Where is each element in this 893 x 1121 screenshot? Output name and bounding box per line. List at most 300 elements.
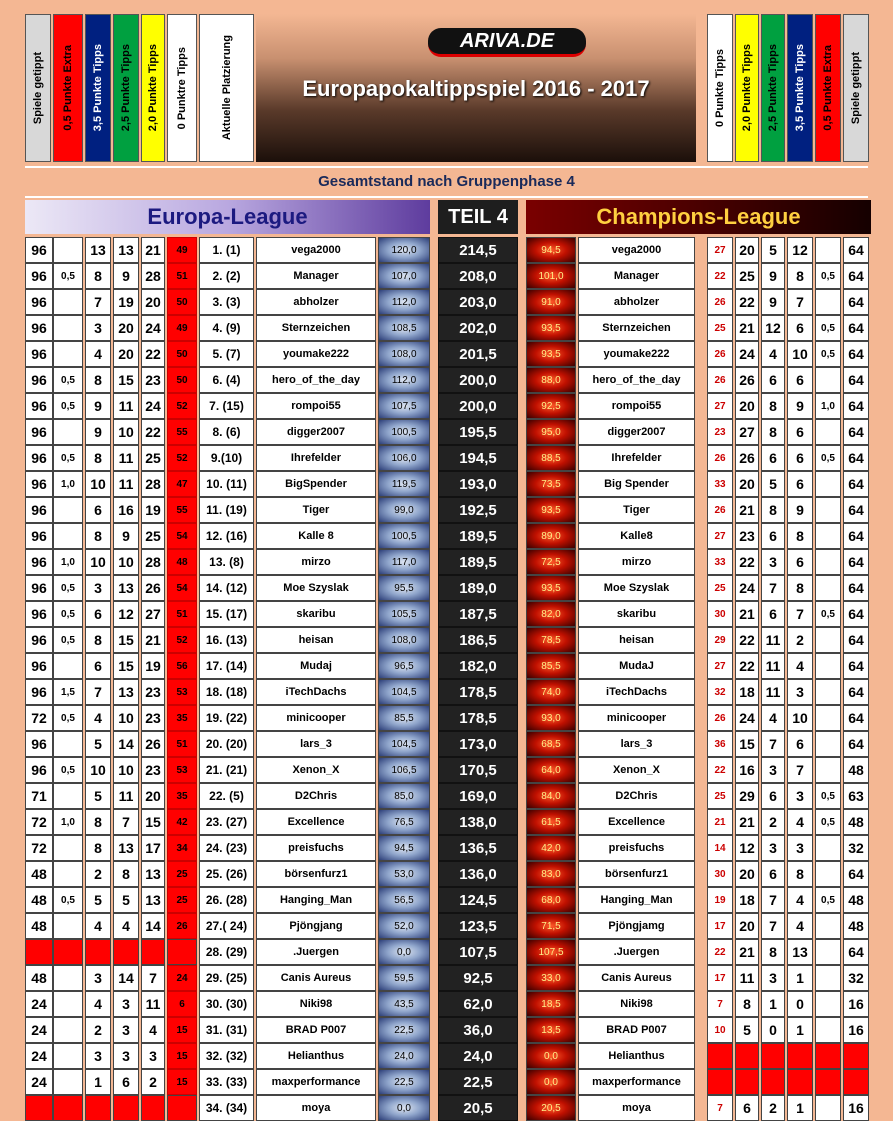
header-tips35-left: 3,5 Punkte Tipps — [85, 14, 111, 162]
cl-points: 101,0 — [526, 263, 576, 289]
cl-tips0: 29 — [707, 627, 733, 653]
el-tips20: 28 — [141, 471, 165, 497]
el-played: 96 — [25, 497, 53, 523]
cl-extra — [815, 471, 841, 497]
cl-tips0 — [707, 1069, 733, 1095]
cl-extra — [815, 913, 841, 939]
cl-played: 64 — [843, 939, 869, 965]
el-tips20: 15 — [141, 809, 165, 835]
cl-tips0: 30 — [707, 601, 733, 627]
el-tips35: 8 — [85, 835, 111, 861]
el-player-name: digger2007 — [256, 419, 376, 445]
cl-player-name: digger2007 — [578, 419, 695, 445]
total-points: 189,5 — [438, 523, 518, 549]
cl-tips35: 7 — [787, 601, 813, 627]
el-player-name: Tiger — [256, 497, 376, 523]
cl-player-name: iTechDachs — [578, 679, 695, 705]
cl-tips0: 26 — [707, 497, 733, 523]
cl-extra — [815, 497, 841, 523]
cl-tips25: 11 — [761, 627, 785, 653]
total-points: 138,0 — [438, 809, 518, 835]
cl-tips20: 12 — [735, 835, 759, 861]
cl-tips35 — [787, 1069, 813, 1095]
el-player-name: Moe Szyslak — [256, 575, 376, 601]
el-points: 106,0 — [378, 445, 430, 471]
ranking: 18. (18) — [199, 679, 254, 705]
el-tips20: 22 — [141, 419, 165, 445]
cl-player-name: vega2000 — [578, 237, 695, 263]
cl-tips0: 27 — [707, 523, 733, 549]
el-extra: 1,0 — [53, 549, 83, 575]
cl-tips20: 20 — [735, 861, 759, 887]
cl-tips25: 8 — [761, 419, 785, 445]
el-tips0: 15 — [167, 1069, 197, 1095]
ranking: 33. (33) — [199, 1069, 254, 1095]
total-points: 169,0 — [438, 783, 518, 809]
ariva-logo: ARIVA.DE — [428, 28, 586, 57]
ranking: 2. (2) — [199, 263, 254, 289]
cl-tips20: 11 — [735, 965, 759, 991]
table-row — [0, 1043, 893, 1069]
cl-tips35: 0 — [787, 991, 813, 1017]
el-points: 108,5 — [378, 315, 430, 341]
total-points: 92,5 — [438, 965, 518, 991]
cl-tips20: 22 — [735, 289, 759, 315]
el-tips0: 50 — [167, 289, 197, 315]
cl-tips35: 13 — [787, 939, 813, 965]
table-row — [0, 549, 893, 575]
cl-player-name: hero_of_the_day — [578, 367, 695, 393]
el-tips20: 20 — [141, 289, 165, 315]
table-row — [0, 445, 893, 471]
el-tips20: 21 — [141, 237, 165, 263]
cl-points: 68,5 — [526, 731, 576, 757]
cl-tips20: 25 — [735, 263, 759, 289]
cl-tips25: 2 — [761, 1095, 785, 1121]
el-played: 72 — [25, 705, 53, 731]
cl-points: 33,0 — [526, 965, 576, 991]
el-tips25: 11 — [113, 471, 139, 497]
cl-tips25: 4 — [761, 705, 785, 731]
cl-points: 20,5 — [526, 1095, 576, 1121]
el-tips0: 25 — [167, 861, 197, 887]
cl-points: 91,0 — [526, 289, 576, 315]
el-points: 104,5 — [378, 731, 430, 757]
cl-points: 85,5 — [526, 653, 576, 679]
header-extra-right: 0,5 Punkte Extra — [815, 14, 841, 162]
cl-extra: 0,5 — [815, 341, 841, 367]
cl-tips0: 26 — [707, 367, 733, 393]
cl-tips0: 26 — [707, 705, 733, 731]
el-player-name: Sternzeichen — [256, 315, 376, 341]
cl-points: 42,0 — [526, 835, 576, 861]
el-tips20: 26 — [141, 731, 165, 757]
el-player-name: Excellence — [256, 809, 376, 835]
cl-tips25 — [761, 1069, 785, 1095]
ranking: 25. (26) — [199, 861, 254, 887]
cl-tips25: 7 — [761, 913, 785, 939]
table-row — [0, 419, 893, 445]
cl-tips35: 9 — [787, 497, 813, 523]
cl-tips25: 6 — [761, 445, 785, 471]
cl-tips0: 27 — [707, 653, 733, 679]
cl-tips0: 22 — [707, 263, 733, 289]
el-points: 85,0 — [378, 783, 430, 809]
el-tips35: 4 — [85, 913, 111, 939]
cl-player-name: skaribu — [578, 601, 695, 627]
el-tips25: 3 — [113, 991, 139, 1017]
el-points: 120,0 — [378, 237, 430, 263]
el-tips0: 54 — [167, 575, 197, 601]
ranking: 17. (14) — [199, 653, 254, 679]
el-played: 48 — [25, 965, 53, 991]
el-tips0: 51 — [167, 601, 197, 627]
cl-played: 64 — [843, 575, 869, 601]
cl-extra — [815, 1043, 841, 1069]
table-row — [0, 705, 893, 731]
el-tips35: 8 — [85, 809, 111, 835]
cl-played: 64 — [843, 237, 869, 263]
cl-tips0: 26 — [707, 289, 733, 315]
ranking: 23. (27) — [199, 809, 254, 835]
el-tips20: 27 — [141, 601, 165, 627]
cl-tips20: 21 — [735, 809, 759, 835]
cl-tips35: 10 — [787, 705, 813, 731]
el-tips20: 26 — [141, 575, 165, 601]
el-tips0: 50 — [167, 367, 197, 393]
cl-tips25: 8 — [761, 497, 785, 523]
total-points: 124,5 — [438, 887, 518, 913]
cl-tips25: 8 — [761, 393, 785, 419]
cl-tips25: 6 — [761, 601, 785, 627]
table-row — [0, 627, 893, 653]
cl-tips20: 20 — [735, 913, 759, 939]
el-player-name: börsenfurz1 — [256, 861, 376, 887]
cl-points: 95,0 — [526, 419, 576, 445]
el-player-name: iTechDachs — [256, 679, 376, 705]
cl-tips35: 6 — [787, 471, 813, 497]
cl-tips0: 22 — [707, 757, 733, 783]
cl-played: 48 — [843, 913, 869, 939]
el-tips20: 22 — [141, 341, 165, 367]
el-tips25: 6 — [113, 1069, 139, 1095]
el-points: 105,5 — [378, 601, 430, 627]
cl-player-name: Tiger — [578, 497, 695, 523]
el-tips0: 55 — [167, 419, 197, 445]
cl-extra: 0,5 — [815, 445, 841, 471]
el-extra — [53, 965, 83, 991]
cl-tips20: 6 — [735, 1095, 759, 1121]
ranking: 5. (7) — [199, 341, 254, 367]
el-points: 22,5 — [378, 1069, 430, 1095]
cl-tips0: 27 — [707, 393, 733, 419]
cl-player-name: Excellence — [578, 809, 695, 835]
el-player-name: hero_of_the_day — [256, 367, 376, 393]
el-tips25: 4 — [113, 913, 139, 939]
total-points: 123,5 — [438, 913, 518, 939]
cl-points: 88,0 — [526, 367, 576, 393]
cl-tips0: 26 — [707, 341, 733, 367]
cl-points: 78,5 — [526, 627, 576, 653]
table-row — [0, 315, 893, 341]
el-tips35: 6 — [85, 497, 111, 523]
el-tips0: 42 — [167, 809, 197, 835]
el-tips25: 14 — [113, 731, 139, 757]
champions-league-header: Champions-League — [526, 200, 871, 234]
el-player-name: vega2000 — [256, 237, 376, 263]
el-tips35: 13 — [85, 237, 111, 263]
el-tips25: 3 — [113, 1043, 139, 1069]
el-tips35: 9 — [85, 393, 111, 419]
el-tips25: 11 — [113, 445, 139, 471]
el-tips0: 26 — [167, 913, 197, 939]
cl-tips35: 6 — [787, 549, 813, 575]
el-points: 52,0 — [378, 913, 430, 939]
cl-tips25: 2 — [761, 809, 785, 835]
header-played-right: Spiele getippt — [843, 14, 869, 162]
cl-points: 82,0 — [526, 601, 576, 627]
el-tips35 — [85, 939, 111, 965]
el-tips25: 11 — [113, 783, 139, 809]
el-played: 96 — [25, 419, 53, 445]
cl-player-name: BRAD P007 — [578, 1017, 695, 1043]
cl-played: 64 — [843, 419, 869, 445]
el-extra: 0,5 — [53, 757, 83, 783]
cl-tips35: 6 — [787, 315, 813, 341]
el-played: 48 — [25, 887, 53, 913]
cl-player-name: abholzer — [578, 289, 695, 315]
ranking: 15. (17) — [199, 601, 254, 627]
cl-extra — [815, 367, 841, 393]
ranking: 16. (13) — [199, 627, 254, 653]
cl-tips25: 5 — [761, 471, 785, 497]
el-played: 24 — [25, 1017, 53, 1043]
cl-extra — [815, 575, 841, 601]
ranking: 19. (22) — [199, 705, 254, 731]
table-row — [0, 913, 893, 939]
cl-tips20: 16 — [735, 757, 759, 783]
table-row — [0, 783, 893, 809]
cl-tips20: 27 — [735, 419, 759, 445]
cl-tips25: 7 — [761, 731, 785, 757]
header-tips0-left: 0 Punktre Tipps — [167, 14, 197, 162]
ranking: 7. (15) — [199, 393, 254, 419]
el-points: 99,0 — [378, 497, 430, 523]
ranking: 14. (12) — [199, 575, 254, 601]
el-player-name: maxperformance — [256, 1069, 376, 1095]
total-points: 136,0 — [438, 861, 518, 887]
el-extra — [53, 1017, 83, 1043]
cl-tips35: 1 — [787, 965, 813, 991]
cl-extra — [815, 705, 841, 731]
cl-extra — [815, 1017, 841, 1043]
cl-tips35: 4 — [787, 913, 813, 939]
ranking: 21. (21) — [199, 757, 254, 783]
cl-tips35: 3 — [787, 835, 813, 861]
cl-played: 64 — [843, 497, 869, 523]
el-player-name: preisfuchs — [256, 835, 376, 861]
cl-played: 64 — [843, 601, 869, 627]
table-row — [0, 965, 893, 991]
cl-player-name: Ihrefelder — [578, 445, 695, 471]
cl-extra — [815, 289, 841, 315]
el-tips25 — [113, 1095, 139, 1121]
cl-player-name: heisan — [578, 627, 695, 653]
el-tips20: 19 — [141, 497, 165, 523]
el-points: 108,0 — [378, 627, 430, 653]
el-extra — [53, 653, 83, 679]
cl-tips35: 12 — [787, 237, 813, 263]
cl-tips20: 22 — [735, 653, 759, 679]
cl-extra: 0,5 — [815, 783, 841, 809]
cl-tips0: 21 — [707, 809, 733, 835]
el-tips25: 10 — [113, 757, 139, 783]
cl-points: 18,5 — [526, 991, 576, 1017]
title-banner — [256, 14, 696, 162]
header-tips25-right: 2,5 Punkte Tipps — [761, 14, 785, 162]
el-tips20: 21 — [141, 627, 165, 653]
el-tips25: 11 — [113, 393, 139, 419]
el-tips25: 15 — [113, 627, 139, 653]
el-extra — [53, 497, 83, 523]
el-tips20: 23 — [141, 367, 165, 393]
el-extra — [53, 419, 83, 445]
cl-tips20: 21 — [735, 315, 759, 341]
cl-extra: 0,5 — [815, 601, 841, 627]
cl-tips25: 0 — [761, 1017, 785, 1043]
cl-played: 64 — [843, 679, 869, 705]
cl-player-name: D2Chris — [578, 783, 695, 809]
el-extra: 0,5 — [53, 393, 83, 419]
cl-extra — [815, 835, 841, 861]
el-tips35: 8 — [85, 523, 111, 549]
el-tips0: 48 — [167, 549, 197, 575]
cl-played — [843, 1043, 869, 1069]
cl-tips35: 6 — [787, 445, 813, 471]
cl-player-name: Big Spender — [578, 471, 695, 497]
total-points: 136,5 — [438, 835, 518, 861]
cl-tips0: 10 — [707, 1017, 733, 1043]
el-tips35: 3 — [85, 575, 111, 601]
total-points: 22,5 — [438, 1069, 518, 1095]
el-player-name: youmake222 — [256, 341, 376, 367]
cl-played: 32 — [843, 835, 869, 861]
el-tips35: 4 — [85, 705, 111, 731]
el-played: 96 — [25, 367, 53, 393]
cl-tips25: 8 — [761, 939, 785, 965]
ranking: 22. (5) — [199, 783, 254, 809]
el-tips25: 7 — [113, 809, 139, 835]
el-tips0: 53 — [167, 757, 197, 783]
header-extra-left: 0,5 Punkte Extra — [53, 14, 83, 162]
cl-tips0: 14 — [707, 835, 733, 861]
cl-player-name: Manager — [578, 263, 695, 289]
total-points: 189,0 — [438, 575, 518, 601]
el-tips0: 25 — [167, 887, 197, 913]
cl-player-name: Kalle8 — [578, 523, 695, 549]
cl-tips25: 6 — [761, 861, 785, 887]
cl-tips20 — [735, 1043, 759, 1069]
ranking: 27.( 24) — [199, 913, 254, 939]
el-tips25: 10 — [113, 549, 139, 575]
cl-tips20: 26 — [735, 367, 759, 393]
cl-points: 93,5 — [526, 497, 576, 523]
el-played: 72 — [25, 835, 53, 861]
el-tips25: 15 — [113, 367, 139, 393]
el-points: 106,5 — [378, 757, 430, 783]
cl-extra — [815, 965, 841, 991]
el-extra — [53, 835, 83, 861]
el-player-name: Hanging_Man — [256, 887, 376, 913]
ranking: 11. (19) — [199, 497, 254, 523]
ranking: 8. (6) — [199, 419, 254, 445]
cl-tips35: 9 — [787, 393, 813, 419]
el-tips20: 23 — [141, 757, 165, 783]
el-tips35: 9 — [85, 419, 111, 445]
el-player-name: abholzer — [256, 289, 376, 315]
cl-played: 16 — [843, 991, 869, 1017]
el-tips20: 13 — [141, 861, 165, 887]
table-row — [0, 289, 893, 315]
cl-tips35: 2 — [787, 627, 813, 653]
cl-tips0: 25 — [707, 783, 733, 809]
ranking: 20. (20) — [199, 731, 254, 757]
cl-tips0: 30 — [707, 861, 733, 887]
cl-tips20: 24 — [735, 705, 759, 731]
el-player-name: moya — [256, 1095, 376, 1121]
el-tips0: 47 — [167, 471, 197, 497]
ranking: 28. (29) — [199, 939, 254, 965]
cl-extra: 0,5 — [815, 809, 841, 835]
el-played: 96 — [25, 575, 53, 601]
el-tips25 — [113, 939, 139, 965]
el-tips35: 3 — [85, 1043, 111, 1069]
table-row — [0, 1017, 893, 1043]
el-player-name: mirzo — [256, 549, 376, 575]
cl-tips20: 29 — [735, 783, 759, 809]
ranking: 30. (30) — [199, 991, 254, 1017]
cl-tips25: 3 — [761, 835, 785, 861]
el-extra — [53, 341, 83, 367]
ranking: 29. (25) — [199, 965, 254, 991]
el-played: 48 — [25, 861, 53, 887]
cl-tips35: 3 — [787, 679, 813, 705]
el-player-name: heisan — [256, 627, 376, 653]
el-tips20: 20 — [141, 783, 165, 809]
el-player-name: Manager — [256, 263, 376, 289]
el-player-name: Mudaj — [256, 653, 376, 679]
el-player-name: Kalle 8 — [256, 523, 376, 549]
el-tips0: 50 — [167, 341, 197, 367]
el-player-name: .Juergen — [256, 939, 376, 965]
cl-extra: 0,5 — [815, 263, 841, 289]
el-tips25: 10 — [113, 419, 139, 445]
cl-played: 64 — [843, 705, 869, 731]
cl-tips20: 23 — [735, 523, 759, 549]
cl-played: 64 — [843, 549, 869, 575]
el-extra: 1,0 — [53, 471, 83, 497]
ranking: 34. (34) — [199, 1095, 254, 1121]
el-tips25: 15 — [113, 653, 139, 679]
cl-points: 13,5 — [526, 1017, 576, 1043]
el-extra: 0,5 — [53, 627, 83, 653]
cl-points: 84,0 — [526, 783, 576, 809]
cl-player-name: Xenon_X — [578, 757, 695, 783]
header-tips20-right: 2,0 Punkte Tipps — [735, 14, 759, 162]
cl-tips35: 8 — [787, 263, 813, 289]
el-tips25: 20 — [113, 341, 139, 367]
cl-points: 93,5 — [526, 341, 576, 367]
